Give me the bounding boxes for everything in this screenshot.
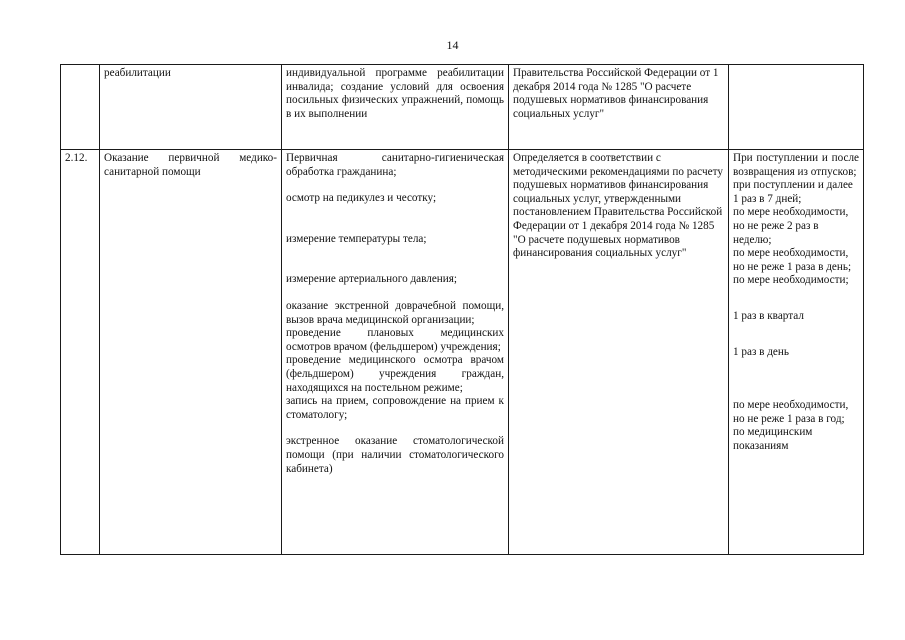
cell-number: [61, 65, 100, 150]
service-item: запись на прием, сопровождение на прием к стоматологу;: [286, 395, 504, 421]
page-number: 14: [446, 38, 459, 52]
frequency-item: по мере необходимости, но не реже 2 раз в неделю;: [733, 206, 849, 246]
frequency-item: по мере необходимости, но не реже 1 раза в год;: [733, 399, 849, 425]
table-row-continued: [61, 65, 864, 150]
service-item: проведение плановых медицинских осмотров врачом (фельдшером) учреждения;: [286, 327, 504, 353]
service-item: осмотр на педикулез и чесотку;: [286, 192, 437, 205]
frequency-item: по медицинским показаниям: [733, 426, 813, 452]
service-item: экстренное оказание стоматологической помощи (при наличии стоматологического кабинета): [286, 435, 504, 475]
frequency-item: при поступлении и далее 1 раз в 7 дней;: [733, 179, 853, 205]
cell-service-name: Оказание первичной медико-санитарной помощи: [100, 150, 282, 555]
frequency-item: При поступлении и после возвращения из отпусков;: [733, 152, 859, 178]
services-table: [60, 64, 864, 555]
cell-service-cost: Определяется в соответствии с методическими рекомендациями по расчету подушевых нормативов финансирования социальных услуг, утвержденными постановлением Правительства Российской Федерации от 1 декабря 2014 года № 1285 "О расчете подушевых нормативов финансирования социальных услуг": [509, 150, 729, 555]
frequency-item: 1 раз в квартал: [733, 309, 804, 322]
cell-service-cost: Правительства Российской Федерации от 1 декабря 2014 года № 1285 "О расчете подушевых нормативов финансирования социальных услуг": [509, 65, 729, 150]
table-row-2-12: [61, 150, 864, 555]
service-item: измерение температуры тела;: [286, 232, 427, 245]
cell-service-content: [282, 150, 509, 555]
service-item: проведение медицинского осмотра врачом (фельдшером) учреждения граждан, находящихся на постельном режиме;: [286, 354, 504, 394]
frequency-item: по мере необходимости, но не реже 1 раза в день;: [733, 247, 852, 273]
service-item: оказание экстренной доврачебной помощи, вызов врача медицинской организации;: [286, 299, 504, 326]
cell-frequency: [729, 150, 864, 555]
cell-service-content: индивидуальной программе реабилитации инвалида; создание условий для освоения посильных физических упражнений, помощь в их выполнении: [282, 65, 509, 150]
cell-service-name: реабилитации: [100, 65, 282, 150]
cell-frequency: [729, 65, 864, 150]
service-item: Первичная санитарно-гигиеническая обработка гражданина;: [286, 152, 504, 178]
service-item: измерение артериального давления;: [286, 273, 458, 286]
cell-number: 2.12.: [61, 150, 100, 555]
frequency-item: 1 раз в день: [733, 345, 789, 358]
frequency-item: по мере необходимости;: [733, 274, 849, 287]
